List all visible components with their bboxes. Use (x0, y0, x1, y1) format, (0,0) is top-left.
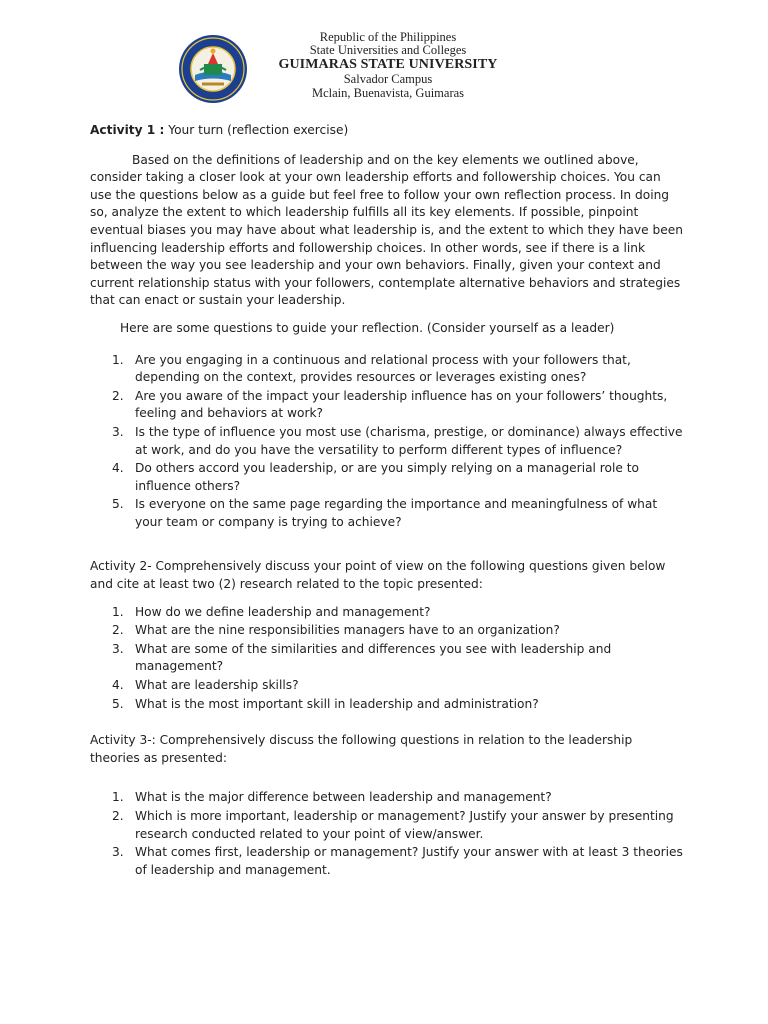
list-number: 2. (112, 809, 124, 823)
list-text: Are you aware of the impact your leadership influence has on your followers’ thoughts, feeling and behaviors at work? (135, 388, 668, 421)
list-item (90, 388, 685, 423)
list-number: 3. (112, 641, 124, 656)
activity1-title (90, 122, 685, 140)
header-line-campus: Salvador Campus (343, 72, 433, 86)
university-seal-icon (178, 34, 248, 104)
activity3-intro: Activity 3-: Comprehensively discuss the following questions in relation to the leadership theories as presented: (90, 733, 633, 765)
activity2-intro: Activity 2- Comprehensively discuss your point of view on the following questions given below and cite at least two (2) research related to the topic presented: (90, 559, 666, 592)
list-item (90, 789, 685, 807)
list-text: Which is more important, leadership or management? Justify your answer by presenting research conducted related to your point of view/answer. (135, 809, 674, 841)
list-number: 4. (112, 678, 124, 693)
activity1-title-rest: Your turn (reflection exercise) (164, 123, 349, 137)
header-line-university: GUIMARAS STATE UNIVERSITY (278, 57, 498, 72)
list-item (90, 641, 685, 676)
activity1-paragraph: Based on the definitions of leadership and on the key elements we outlined above, consider taking a closer look at your own leadership efforts and followership choices. You can use the questions below as a guide but feel free to follow your own reflection process. In doing so, analyze the extent to which leadership fulfills all its key elements. If possible, pinpoint eventual biases you may have about what leadership is, and the extent to which they have been influencing leadership efforts and followership choices. In other words, see if there is a link between the way you see leadership and your own behaviors. Finally, given your context and current relationship status with your followers, contemplate alternative behaviors and strategies that can enact or sustain your leadership. (90, 152, 683, 308)
list-item (90, 808, 685, 843)
list-item (90, 696, 685, 714)
list-number: 1. (112, 604, 124, 619)
list-text: What are the nine responsibilities managers have to an organization? (135, 623, 560, 638)
list-number: 5. (112, 497, 124, 512)
activity3-question-list (90, 789, 685, 879)
list-item (90, 460, 685, 495)
list-number: 1. (112, 352, 124, 367)
list-text: How do we define leadership and management? (135, 604, 431, 619)
list-text: What is the major difference between leadership and management? (135, 790, 552, 805)
list-text: What is the most important skill in leadership and administration? (135, 696, 539, 711)
list-item (90, 496, 685, 531)
header-line-address: Mclain, Buenavista, Guimaras (311, 86, 465, 100)
list-number: 2. (112, 623, 124, 638)
list-text: Are you engaging in a continuous and relational process with your followers that, depending on the context, provides resources or leverages existing ones? (135, 352, 631, 385)
list-text: What are leadership skills? (135, 678, 299, 693)
list-number: 3. (112, 424, 124, 439)
activity2-question-list (90, 604, 685, 714)
list-number: 1. (112, 790, 124, 805)
list-text: Is everyone on the same page regarding the importance and meaningfulness of what your team or company is trying to achieve? (135, 497, 658, 529)
list-number: 4. (112, 461, 124, 476)
list-item (90, 604, 685, 622)
header-line-system: State Universities and Colleges (309, 43, 467, 57)
letterhead-text (258, 30, 518, 100)
list-number: 3. (112, 845, 124, 860)
activity1-title-bold: Activity 1 : (90, 123, 165, 137)
document-body (90, 122, 685, 880)
activity1-guide: Here are some questions to guide your reflection. (Consider yourself as a leader) (120, 320, 615, 335)
header-line-country: Republic of the Philippines (319, 30, 457, 44)
list-item (90, 677, 685, 695)
list-text: Do others accord you leadership, or are you simply relying on a managerial role to influence others? (135, 461, 640, 493)
activity1-question-list (90, 352, 685, 532)
list-text: What are some of the similarities and differences you see with leadership and management? (135, 641, 612, 674)
letterhead (178, 30, 598, 102)
list-item (90, 352, 685, 387)
list-number: 2. (112, 388, 124, 403)
list-item (90, 844, 685, 879)
list-number: 5. (112, 696, 124, 711)
list-item (90, 622, 685, 640)
list-item (90, 424, 685, 459)
list-text: Is the type of influence you most use (charisma, prestige, or dominance) always effective at work, and do you have the versatility to perform different types of influence? (135, 424, 683, 457)
list-text: What comes first, leadership or management? Justify your answer with at least 3 theories of leadership and management. (135, 845, 683, 877)
